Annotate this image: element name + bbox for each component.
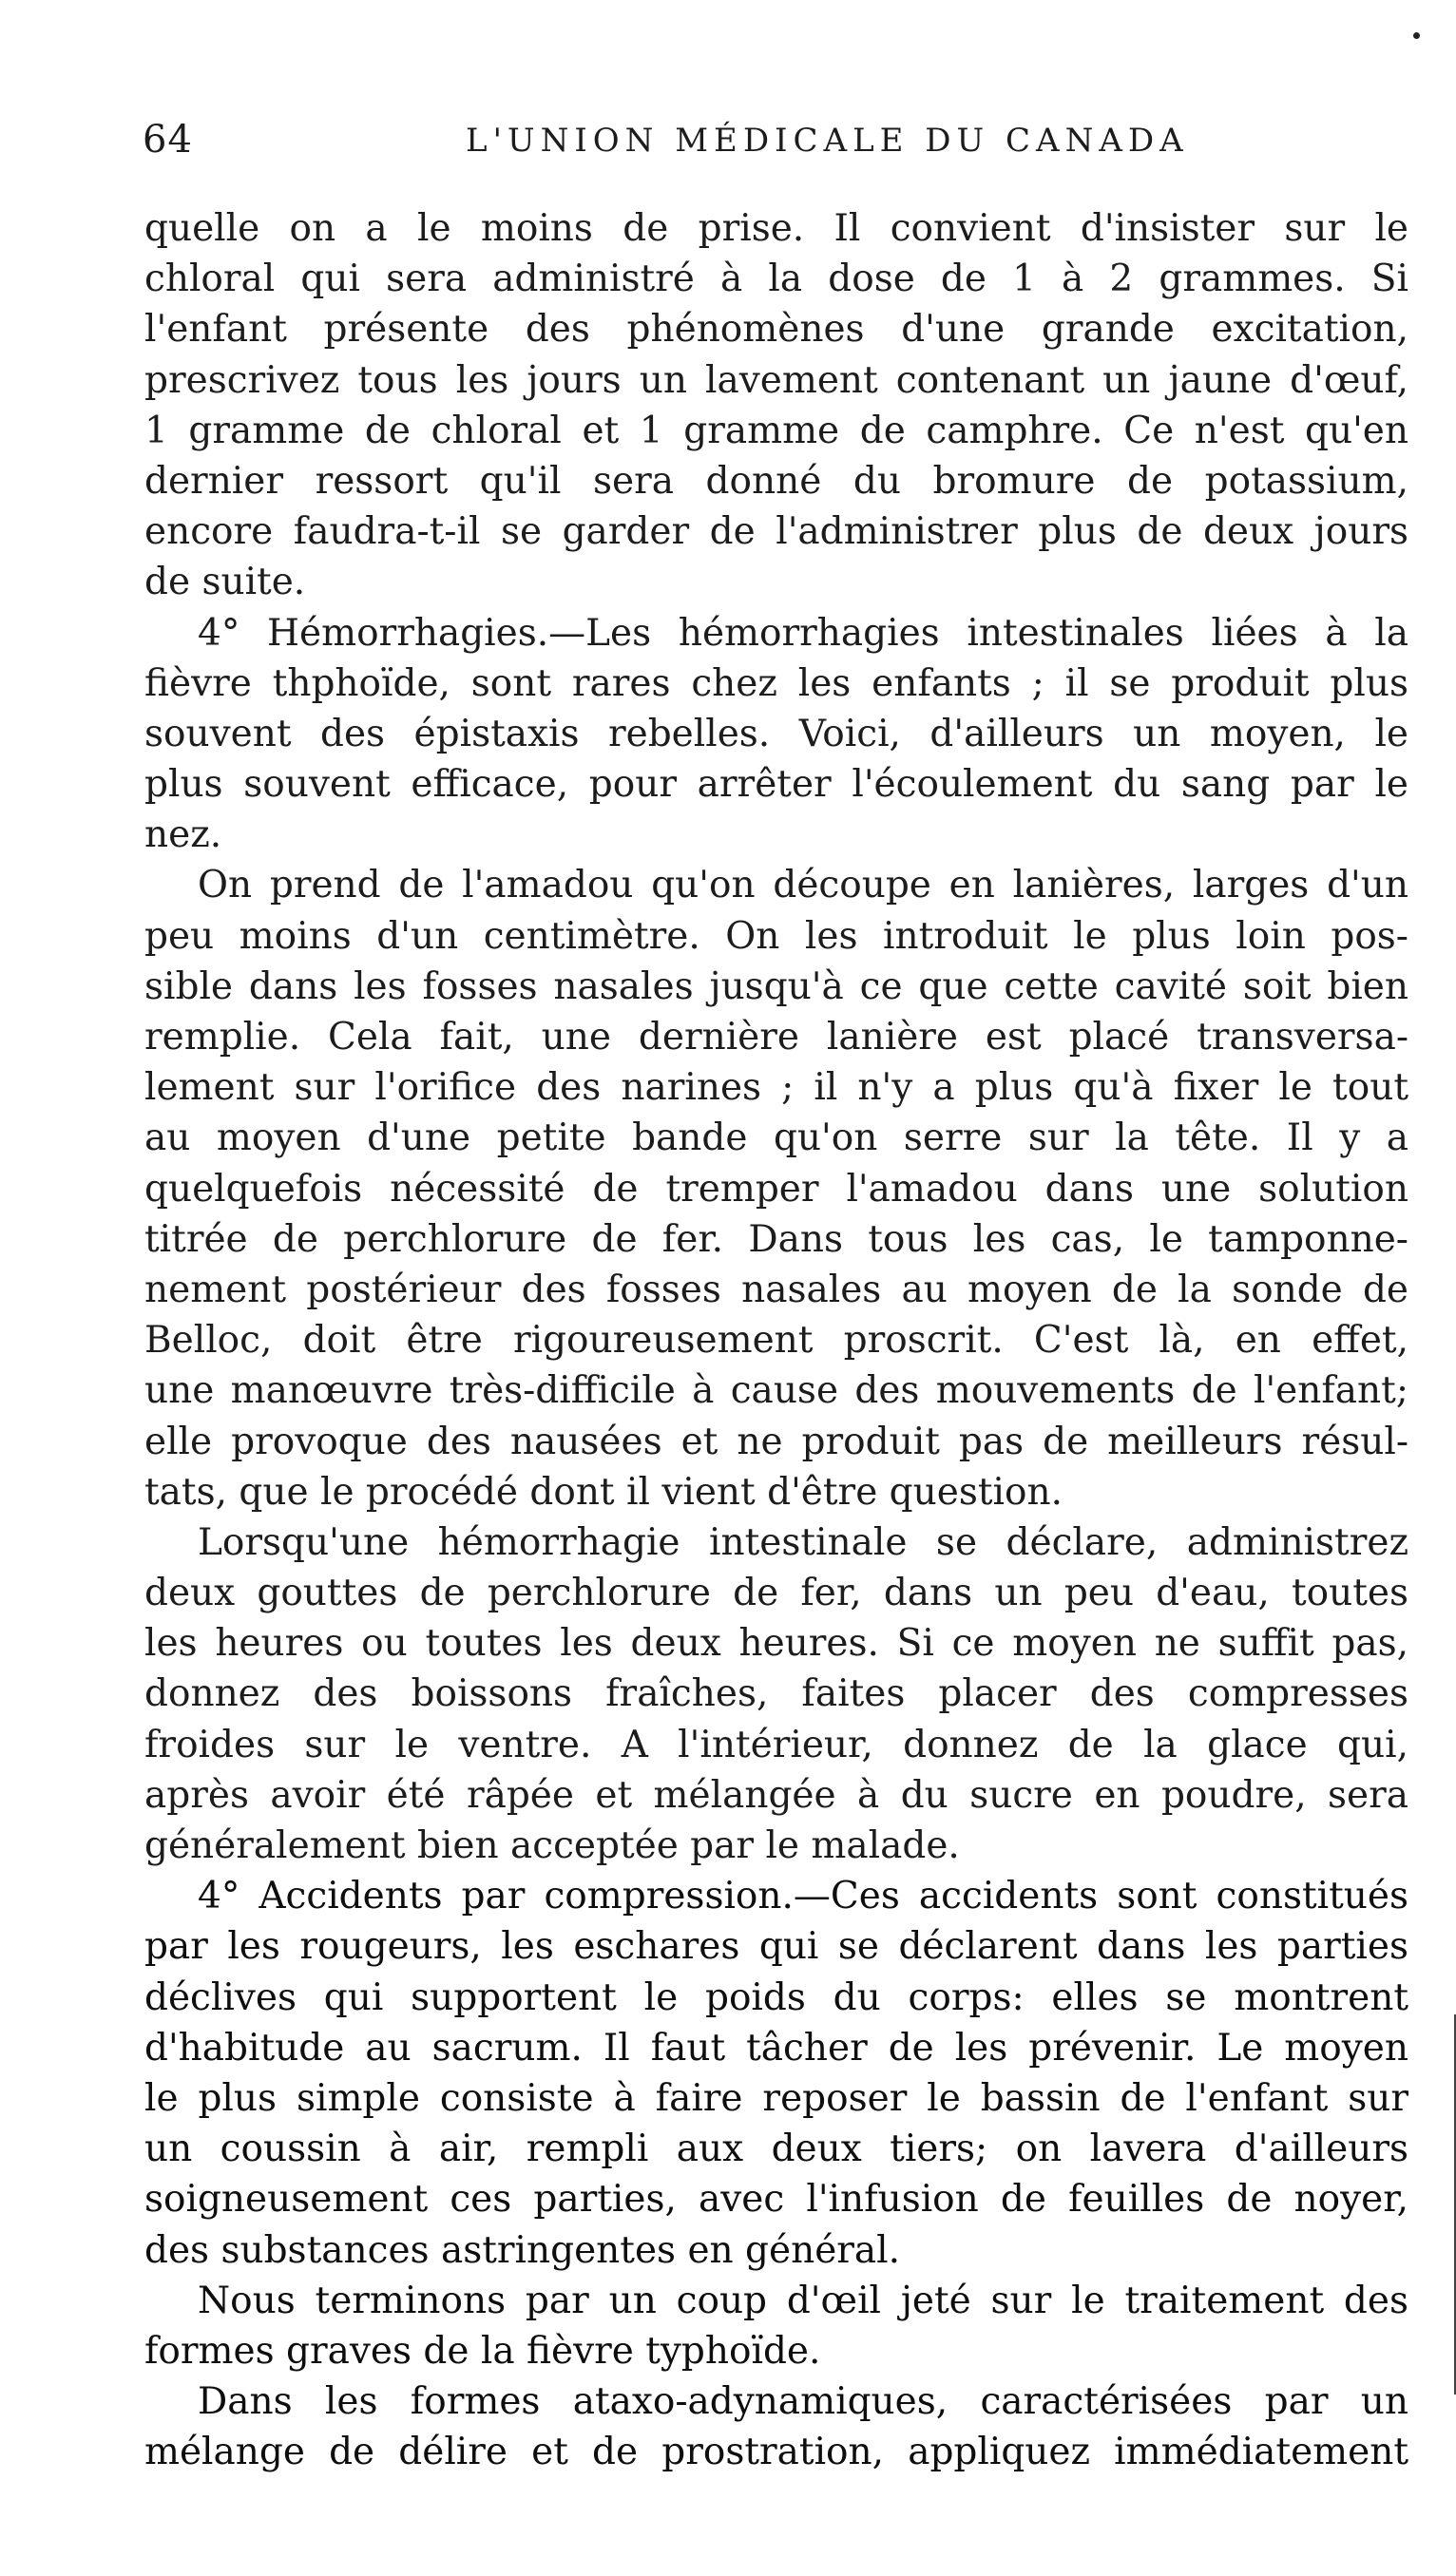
paragraph-start-line: Dans les formes ataxo-adynamiques, caractérisées par un <box>198 2380 1408 2424</box>
text-line: mélange de délire et de prostration, appliquez immédiatement <box>144 2431 1408 2474</box>
text-line: soigneusement ces parties, avec l'infusion de feuilles de noyer, <box>144 2178 1408 2222</box>
text-line: prescrivez tous les jours un lavement contenant un jaune d'œuf, <box>144 358 1408 402</box>
text-line: tats, que le procédé dont il vient d'être question. <box>144 1470 1063 1514</box>
text-line: 1 gramme de chloral et 1 gramme de camphre. Ce n'est qu'en <box>144 409 1408 452</box>
text-line: quelquefois nécessité de tremper l'amadou dans une solution <box>144 1167 1408 1211</box>
paragraph-start-line: Nous terminons par un coup d'œil jeté sur le traitement des <box>198 2279 1408 2322</box>
text-line: deux gouttes de perchlorure de fer, dans un peu d'eau, toutes <box>144 1572 1408 1615</box>
text-line: le plus simple consiste à faire reposer le bassin de l'enfant sur <box>144 2076 1408 2120</box>
section-heading-line: 4° Accidents par compression.—Ces accidents sont constitués <box>198 1875 1408 1918</box>
text-line: nez. <box>144 813 222 857</box>
text-line: au moyen d'une petite bande qu'on serre sur la tête. Il y a <box>144 1116 1408 1160</box>
page-number: 64 <box>143 118 193 162</box>
section-heading-line: 4° Hémorrhagies.—Les hémorrhagies intestinales liées à la <box>198 611 1408 655</box>
text-line: sible dans les fosses nasales jusqu'à ce que cette cavité soit bien <box>144 964 1408 1008</box>
text-line: encore faudra-t-il se garder de l'administrer plus de deux jours <box>144 510 1408 554</box>
text-line: les heures ou toutes les deux heures. Si ce moyen ne suffit pas, <box>144 1622 1408 1666</box>
text-line: un coussin à air, rempli aux deux tiers; on lavera d'ailleurs <box>144 2128 1408 2171</box>
running-title: L'UNION MÉDICALE DU CANADA <box>466 122 1189 160</box>
text-line: elle provoque des nausées et ne produit pas de meilleurs résul- <box>144 1420 1408 1463</box>
text-line: déclives qui supportent le poids du corps: elles se montrent <box>144 1975 1408 2019</box>
text-line: lement sur l'orifice des narines ; il n'y a plus qu'à fixer le tout <box>144 1066 1408 1110</box>
text-line: de suite. <box>144 561 306 604</box>
text-line: dernier ressort qu'il sera donné du bromure de potassium, <box>144 459 1408 503</box>
paragraph-start-line: Lorsqu'une hémorrhagie intestinale se déclare, administrez <box>198 1520 1408 1564</box>
text-line: formes graves de la fièvre typhoïde. <box>144 2329 821 2373</box>
text-line: froides sur le ventre. A l'intérieur, donnez de la glace qui, <box>144 1723 1408 1766</box>
text-line: souvent des épistaxis rebelles. Voici, d'ailleurs un moyen, le <box>144 712 1408 755</box>
text-line: généralement bien acceptée par le malade. <box>144 1824 960 1867</box>
text-line: Belloc, doit être rigoureusement proscrit. C'est là, en effet, <box>144 1319 1408 1363</box>
text-line: quelle on a le moins de prise. Il convient d'insister sur le <box>144 207 1408 250</box>
text-line: nement postérieur des fosses nasales au moyen de la sonde de <box>144 1268 1408 1311</box>
paragraph-start-line: On prend de l'amadou qu'on découpe en lanières, larges d'un <box>198 864 1408 907</box>
text-line: l'enfant présente des phénomènes d'une grande excitation, <box>144 308 1408 352</box>
text-line: donnez des boissons fraîches, faites placer des compresses <box>144 1672 1408 1716</box>
text-line: fièvre thphoïde, sont rares chez les enfants ; il se produit plus <box>144 661 1408 705</box>
text-line: peu moins d'un centimètre. On les introduit le plus loin pos- <box>144 914 1408 958</box>
body-text <box>144 203 1408 2477</box>
text-line: après avoir été râpée et mélangée à du sucre en poudre, sera <box>144 1773 1408 1817</box>
text-line: d'habitude au sacrum. Il faut tâcher de les prévenir. Le moyen <box>144 2026 1408 2070</box>
text-line: par les rougeurs, les eschares qui se déclarent dans les parties <box>144 1925 1408 1969</box>
text-line: plus souvent efficace, pour arrêter l'écoulement du sang par le <box>144 763 1408 807</box>
text-line: remplie. Cela fait, une dernière lanière est placé transversa- <box>144 1016 1408 1059</box>
running-header <box>143 118 1416 175</box>
text-line: titrée de perchlorure de fer. Dans tous les cas, le tamponne- <box>144 1217 1408 1261</box>
text-line: une manœuvre très-difficile à cause des mouvements de l'enfant; <box>144 1369 1408 1413</box>
text-line: chloral qui sera administré à la dose de 1 à 2 grammes. Si <box>144 258 1408 301</box>
text-line: des substances astringentes en général. <box>144 2228 901 2272</box>
ink-speck <box>1413 32 1420 39</box>
